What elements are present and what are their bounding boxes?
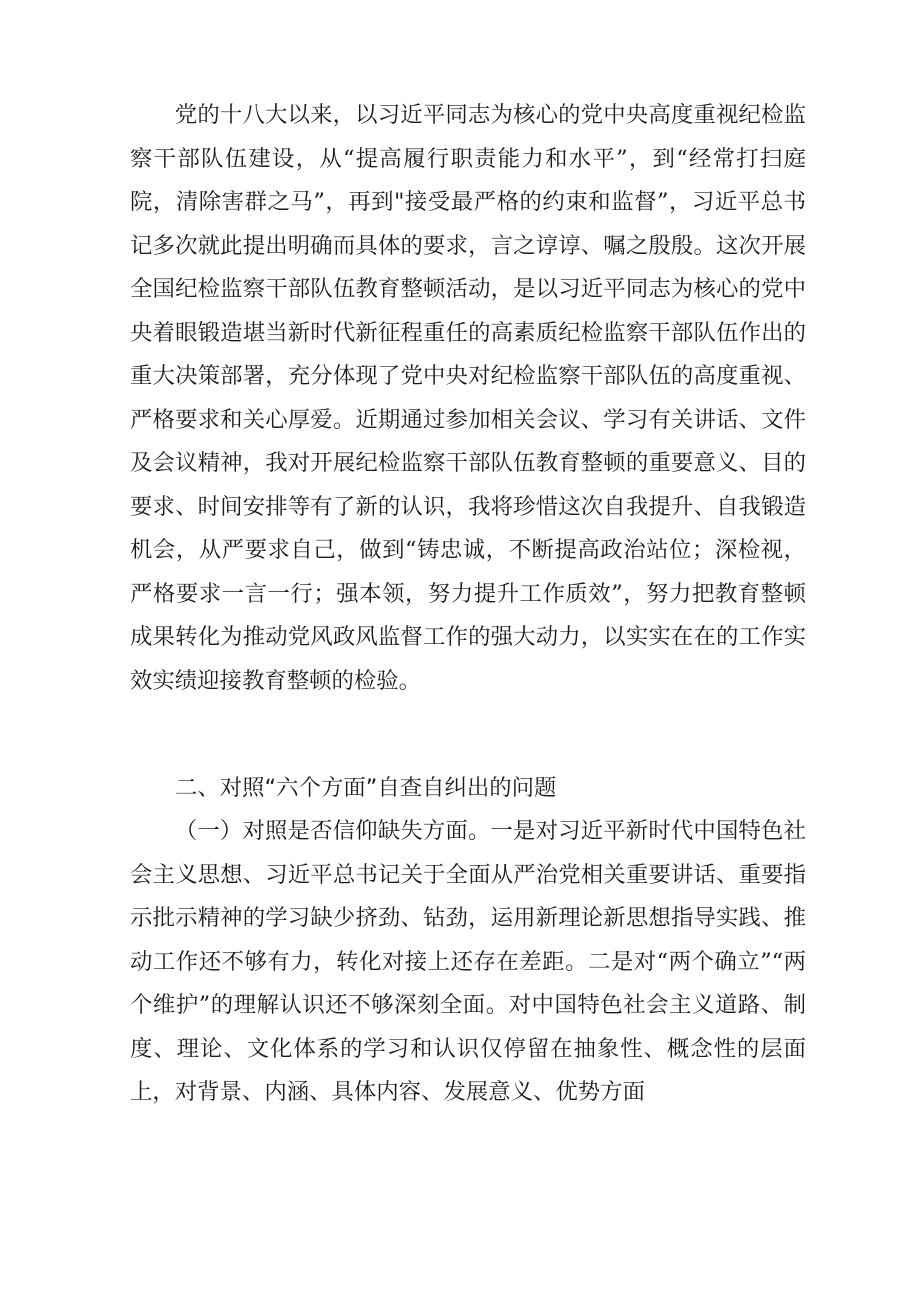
section-heading-2: 二、对照“六个方面”自查自纠出的问题: [175, 775, 557, 801]
intro-paragraph-block: [130, 94, 806, 703]
intro-paragraph: 党的十八大以来，以习近平同志为核心的党中央高度重视纪检监察干部队伍建设，从“提高履行职责能力和水平”，到“经常打扫庭院，清除害群之马”，再到"接受最严格的约束和监督”，习近平总书记多次就此提出明确而具体的要求，言之谆谆、嘱之殷殷。这次开展全国纪检监察干部队伍教育整顿活动，是以习近平同志为核心的党中央着眼锻造堪当新时代新征程重任的高素质纪检监察干部队伍作出的重大决策部署，充分体现了党中央对纪检监察干部队伍的高度重视、严格要求和关心厚爱。近期通过参加相关会议、学习有关讲话、文件及会议精神，我对开展纪检监察干部队伍教育整顿的重要意义、目的要求、时间安排等有了新的认识，我将珍惜这次自我提升、自我锻造机会，从严要求自己，做到“铸忠诚，不断提高政治站位；深检视，严格要求一言一行；强本领，努力提升工作质效”，努力把教育整顿成果转化为推动党风政风监督工作的强大动力，以实实在在的工作实效实绩迎接教育整顿的检验。: [130, 102, 806, 694]
section-2-paragraph: （一）对照是否信仰缺失方面。一是对习近平新时代中国特色社会主义思想、习近平总书记关于全面从严治党相关重要讲话、重要指示批示精神的学习缺少挤劲、钻劲，运用新理论新思想指导实践、推动工作还不够有力，转化对接上还存在差距。二是对“两个确立”“两个维护”的理解认识还不够深刻全面。对中国特色社会主义道路、制度、理论、文化体系的学习和认识仅停留在抽象性、概念性的层面上，对背景、内涵、具体内容、发展意义、优势方面: [130, 818, 806, 1105]
section-2-paragraph-block: [130, 810, 806, 1115]
